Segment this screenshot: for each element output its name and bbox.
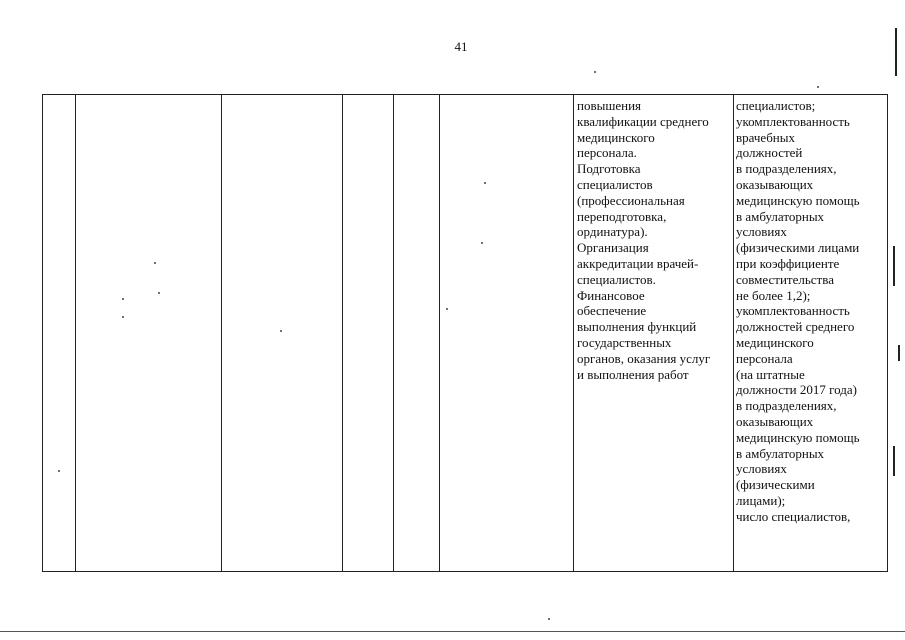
- scan-speck: [154, 262, 156, 264]
- page-number: 41: [454, 39, 468, 54]
- table-cell-3: [222, 95, 343, 572]
- table-cell-8: [734, 95, 888, 572]
- table-cell-7-text: повышения квалификации среднего медицинского персонала. Подготовка специалистов (профессиональная переподготовка, ординатура). Организация аккредитации врачей- специалистов. Финансовое обеспечение выполнения функций государственных органов, оказания услуг и выполнения работ: [577, 98, 711, 382]
- scan-speck: [122, 316, 124, 318]
- scan-speck: [158, 292, 160, 294]
- scan-speck: [58, 470, 60, 472]
- table-cell-1: [43, 95, 76, 572]
- table-cell-2: [76, 95, 222, 572]
- scan-speck: [817, 86, 819, 88]
- scan-speck: [446, 308, 448, 310]
- scan-speck: [481, 242, 483, 244]
- scan-speck: [594, 71, 596, 73]
- table-cell-5: [394, 95, 440, 572]
- table-cell-4: [343, 95, 394, 572]
- scan-edge-mark: [893, 246, 895, 286]
- scan-edge-mark: [898, 345, 900, 361]
- scan-bottom-line: [0, 631, 905, 632]
- table-cell-8-text: специалистов; укомплектованность врачебных должностей в подразделениях, оказывающих медицинскую помощь в амбулаторных условиях (физическими лицами при коэффициенте совместительства не более 1,2); укомплектованность должностей среднего медицинского персонала (на штатные должности 2017 года) в подразделениях, оказывающих медицинскую помощь в амбулаторных условиях (физическими лицами); число специалистов,: [736, 98, 860, 524]
- table-row: [43, 95, 888, 572]
- table-cell-7: [574, 95, 734, 572]
- scan-speck: [484, 182, 486, 184]
- scan-edge-mark: [895, 28, 897, 76]
- document-table: [42, 94, 888, 572]
- scan-speck: [280, 330, 282, 332]
- scan-edge-mark: [893, 446, 895, 476]
- scan-speck: [122, 298, 124, 300]
- table-cell-6: [440, 95, 574, 572]
- scan-speck: [548, 618, 550, 620]
